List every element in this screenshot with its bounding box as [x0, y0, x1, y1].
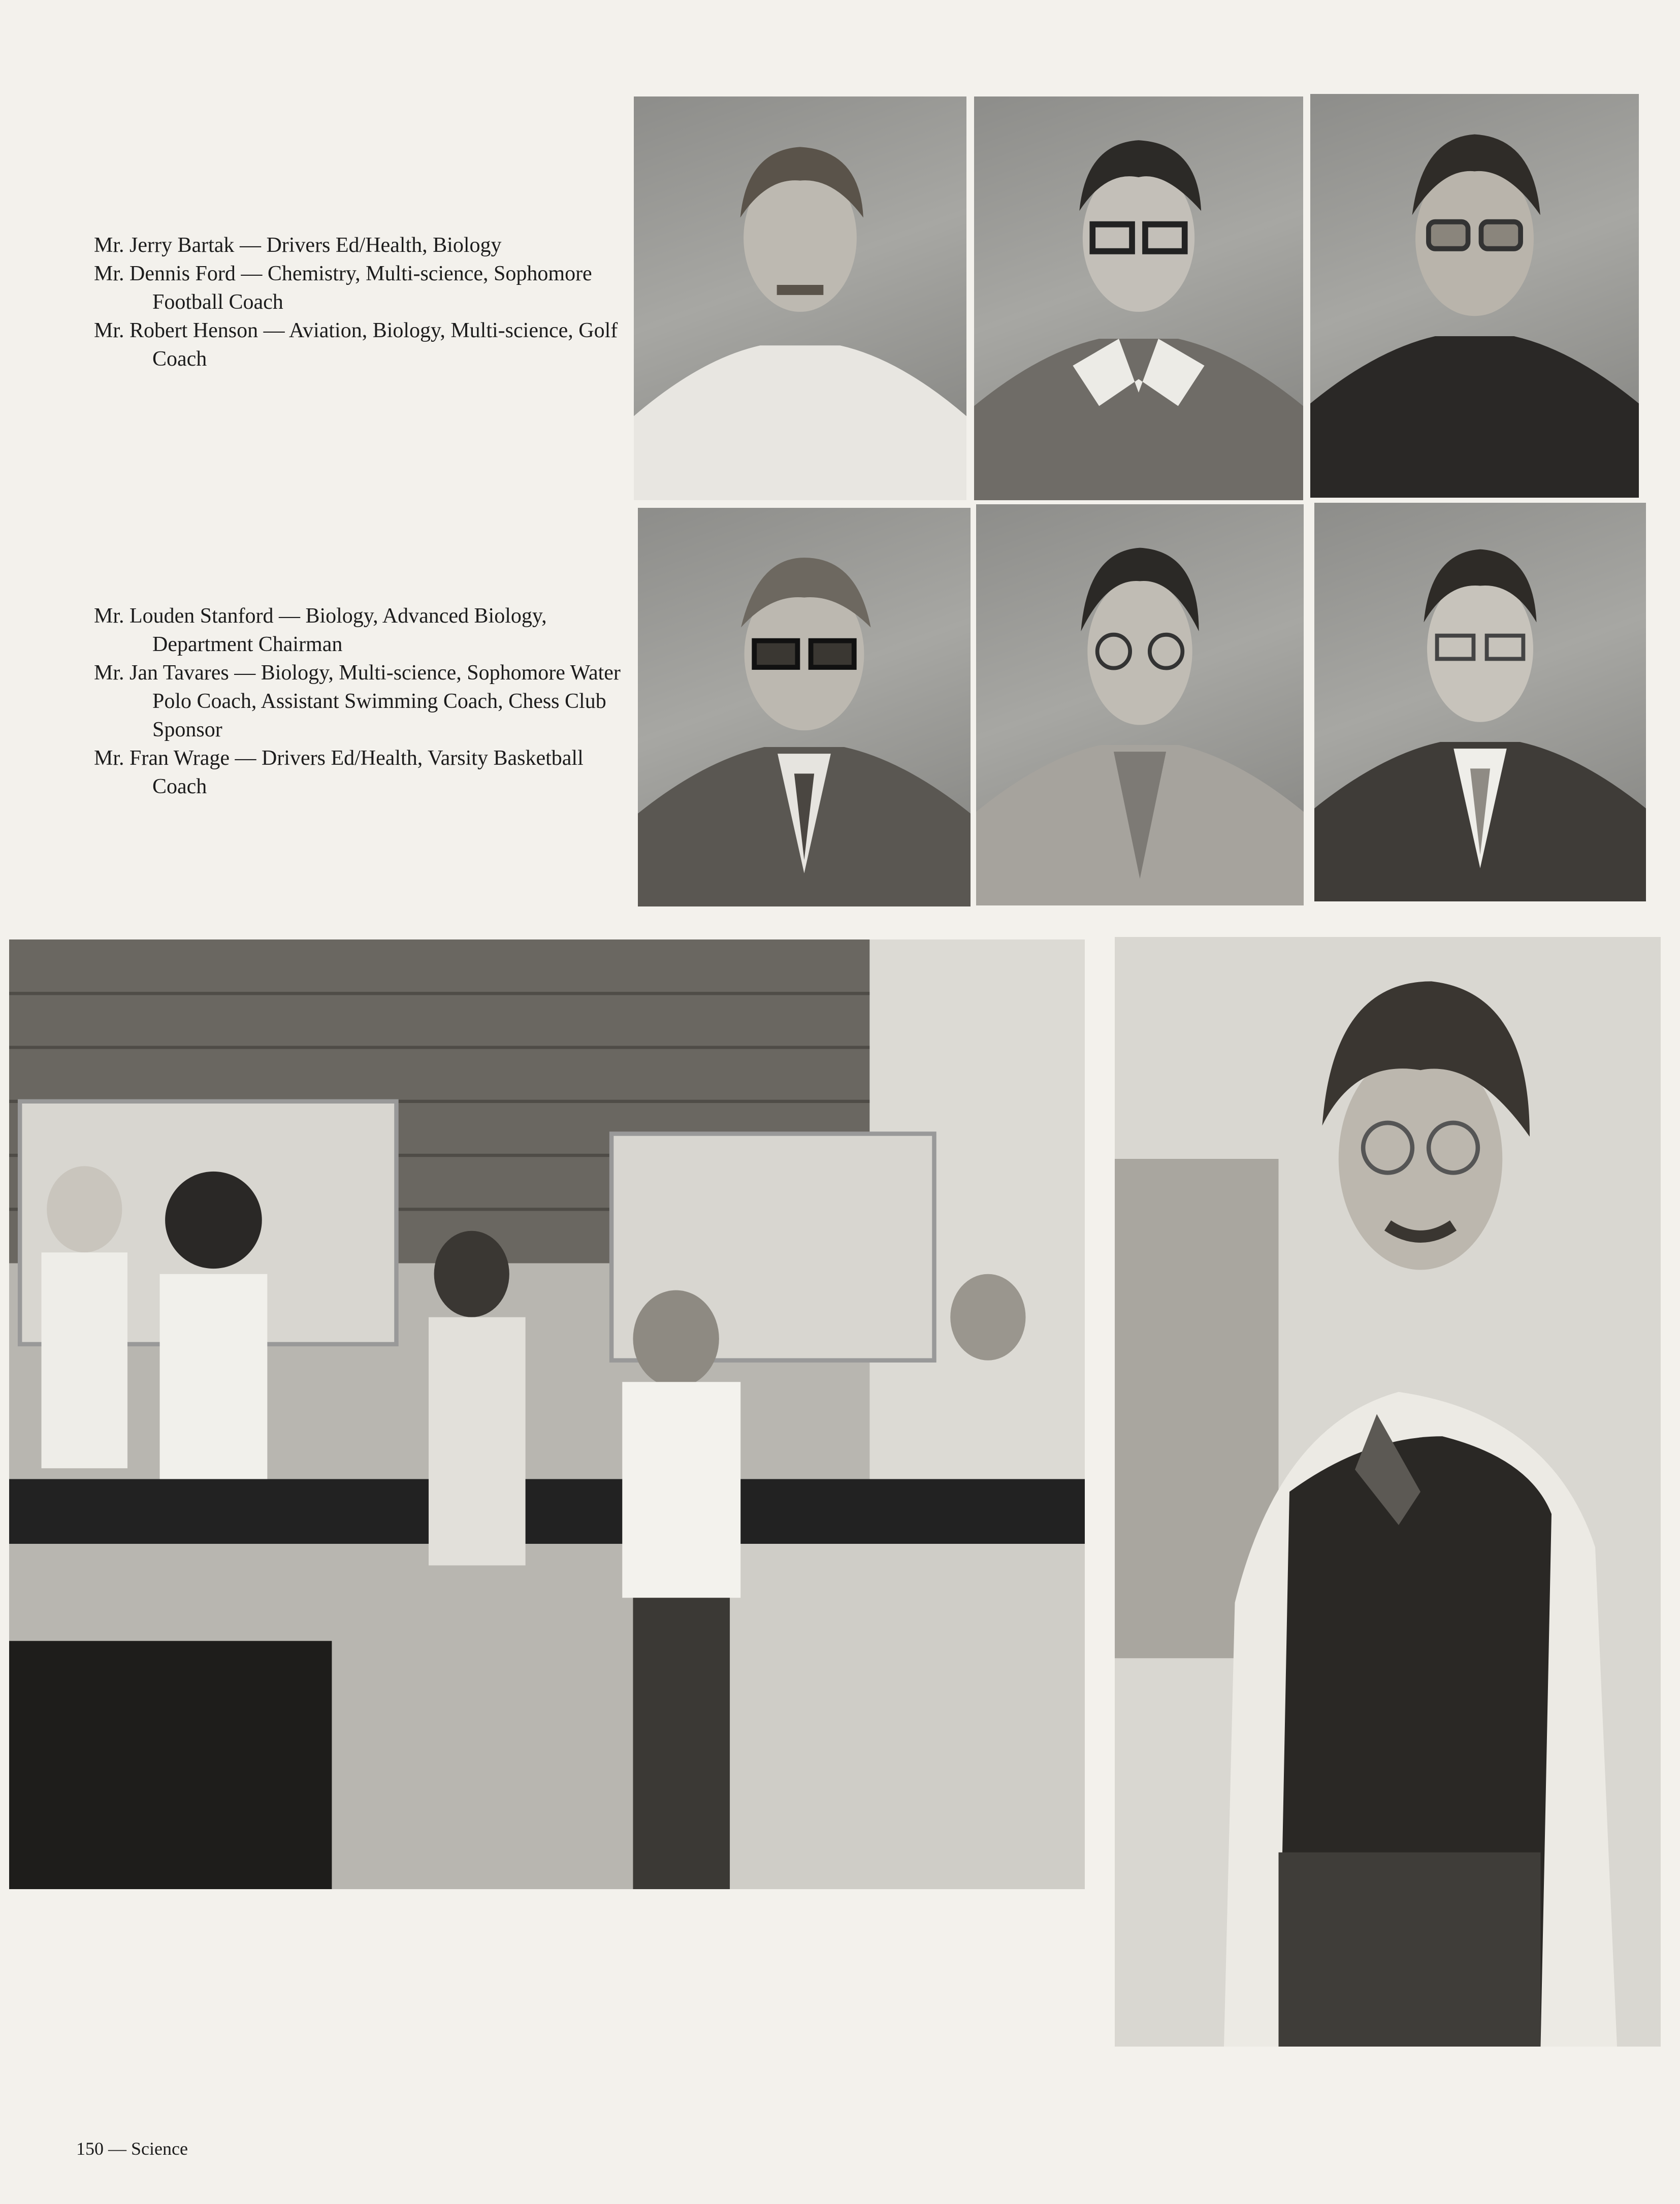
lab-scene-illustration [9, 939, 1085, 1889]
portrait-silhouette [1314, 503, 1646, 901]
faculty-subjects: Biology, Advanced Biology, Department Chairman [152, 604, 547, 656]
page-number: 150 [76, 2138, 104, 2159]
section-name: Science [131, 2138, 188, 2159]
faculty-subjects: Drivers Ed/Health, Biology [266, 234, 502, 257]
faculty-caption-ford [94, 260, 632, 316]
dash: — [239, 234, 261, 257]
footer-dash: — [108, 2138, 126, 2159]
faculty-name: Mr. Jerry Bartak [94, 234, 235, 257]
faculty-caption-bartak [94, 231, 632, 260]
page-footer [76, 2138, 188, 2159]
teacher-figure-illustration [1115, 937, 1661, 2047]
portrait-ford [974, 96, 1303, 500]
faculty-caption-wrage [94, 744, 632, 801]
faculty-subjects: Drivers Ed/Health, Varsity Basketball Coach [152, 747, 584, 798]
faculty-name: Mr. Dennis Ford [94, 262, 236, 285]
teacher-candid-photo [1115, 937, 1661, 2047]
portrait-wrage [1314, 503, 1646, 901]
lab-students-photo [9, 939, 1085, 1889]
faculty-subjects: Biology, Multi-science, Sophomore Water Polo Coach, Assistant Swimming Coach, Chess Club Sponsor [152, 661, 621, 741]
faculty-caption-stanford [94, 602, 632, 659]
caption-top-row [94, 231, 632, 373]
portrait-silhouette [976, 504, 1304, 905]
portrait-tavares [976, 504, 1304, 905]
faculty-caption-henson [94, 316, 632, 373]
faculty-name: Mr. Fran Wrage [94, 747, 230, 770]
faculty-name: Mr. Robert Henson [94, 319, 259, 342]
dash: — [234, 661, 256, 685]
portrait-henson [1310, 94, 1639, 498]
portrait-bartak [634, 96, 966, 500]
caption-bottom-row [94, 602, 632, 801]
dash: — [235, 747, 256, 770]
dash: — [278, 604, 300, 628]
faculty-subjects: Aviation, Biology, Multi-science, Golf Coach [152, 319, 618, 371]
dash: — [263, 319, 285, 342]
portrait-silhouette [974, 96, 1303, 500]
faculty-caption-tavares [94, 659, 632, 744]
faculty-name: Mr. Louden Stanford [94, 604, 274, 628]
dash: — [241, 262, 263, 285]
portrait-silhouette [638, 508, 971, 906]
portrait-silhouette [634, 96, 966, 500]
portrait-stanford [638, 508, 971, 906]
faculty-subjects: Chemistry, Multi-science, Sophomore Football Coach [152, 262, 592, 314]
faculty-name: Mr. Jan Tavares [94, 661, 229, 685]
portrait-silhouette [1310, 94, 1639, 498]
